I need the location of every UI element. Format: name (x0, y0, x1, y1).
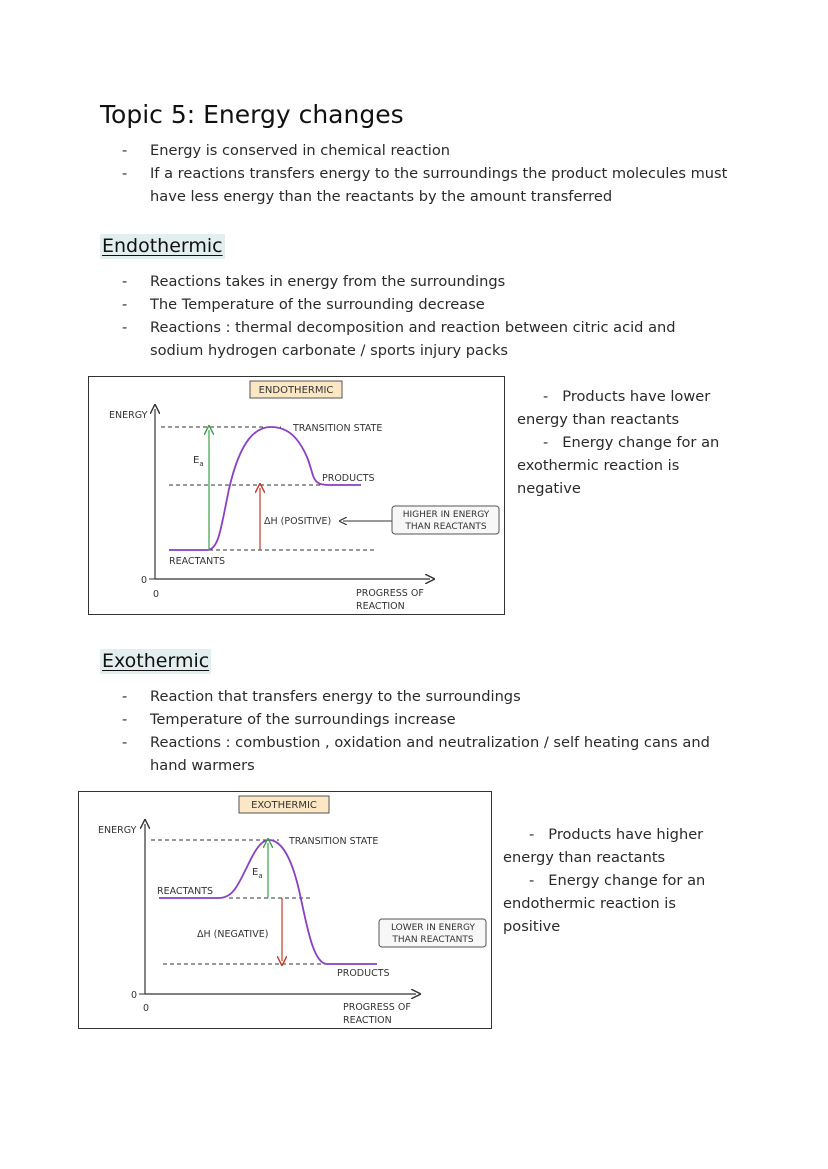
page-title: Topic 5: Energy changes (100, 100, 404, 129)
list-item: - Energy is conserved in chemical reaction (122, 142, 451, 159)
note-line-2: THAN REACTANTS (405, 522, 487, 532)
side-note: - Products have lower (543, 388, 711, 405)
endothermic-list (122, 270, 676, 362)
endothermic-heading: Endothermic (102, 235, 223, 257)
x-axis-label-1: PROGRESS OF (356, 588, 424, 599)
side-note: - Energy change for an (529, 872, 706, 889)
side-note: endothermic reaction is (503, 895, 676, 912)
side-note: energy than reactants (503, 849, 666, 866)
dh-label: ΔH (NEGATIVE) (197, 929, 269, 940)
side-note: - Products have higher (529, 826, 704, 843)
list-item: - Reactions : combustion , oxidation and neutralization / self heating cans and (122, 734, 710, 751)
diagram-label: EXOTHERMIC (251, 800, 317, 811)
y-axis-label: ENERGY (98, 825, 137, 836)
transition-label: TRANSITION STATE (293, 423, 383, 434)
side-note: energy than reactants (517, 411, 680, 428)
y-zero: 0 (141, 575, 148, 586)
exothermic-heading: Exothermic (102, 650, 210, 672)
list-item: - Temperature of the surroundings increase (122, 711, 456, 728)
side-note: exothermic reaction is (517, 457, 680, 474)
endothermic-diagram (88, 376, 505, 615)
products-label: PRODUCTS (337, 968, 390, 979)
diagram-label: ENDOTHERMIC (258, 385, 334, 396)
reactants-label: REACTANTS (169, 556, 226, 567)
note-line-1: HIGHER IN ENERGY (402, 510, 490, 520)
x-zero: 0 (153, 589, 160, 600)
x-zero: 0 (143, 1003, 150, 1014)
ea-label: $E_a$ (193, 455, 204, 468)
x-axis-label-1: PROGRESS OF (343, 1002, 411, 1013)
note-line-1: LOWER IN ENERGY (390, 923, 476, 933)
dh-label: ΔH (POSITIVE) (264, 516, 332, 527)
list-item: - Reactions takes in energy from the surroundings (122, 273, 506, 290)
exothermic-side-notes (503, 823, 705, 938)
energy-curve (169, 427, 361, 550)
list-item: - If a reactions transfers energy to the surroundings the product molecules must (122, 165, 728, 182)
list-item-continued: sodium hydrogen carbonate / sports injury packs (150, 342, 509, 359)
note-line-2: THAN REACTANTS (392, 935, 474, 945)
x-axis-label-2: REACTION (356, 601, 405, 612)
transition-label: TRANSITION STATE (289, 836, 379, 847)
list-item: - Reaction that transfers energy to the surroundings (122, 688, 521, 705)
x-axis-label-2: REACTION (343, 1015, 392, 1026)
side-note: negative (517, 480, 581, 497)
y-zero: 0 (131, 990, 138, 1001)
side-note: positive (503, 918, 561, 935)
endothermic-side-notes (517, 385, 719, 500)
y-axis-label: ENERGY (109, 410, 148, 421)
list-item: - The Temperature of the surrounding decrease (122, 296, 485, 313)
ea-label: $E_a$ (252, 867, 263, 880)
list-item: - Reactions : thermal decomposition and reaction between citric acid and (122, 319, 676, 336)
exothermic-list (122, 685, 710, 777)
list-item-continued: have less energy than the reactants by the amount transferred (150, 188, 613, 205)
intro-list (122, 139, 727, 208)
exothermic-diagram (78, 791, 492, 1029)
reactants-label: REACTANTS (157, 886, 214, 897)
list-item-continued: hand warmers (150, 757, 255, 774)
products-label: PRODUCTS (322, 473, 375, 484)
side-note: - Energy change for an (543, 434, 720, 451)
